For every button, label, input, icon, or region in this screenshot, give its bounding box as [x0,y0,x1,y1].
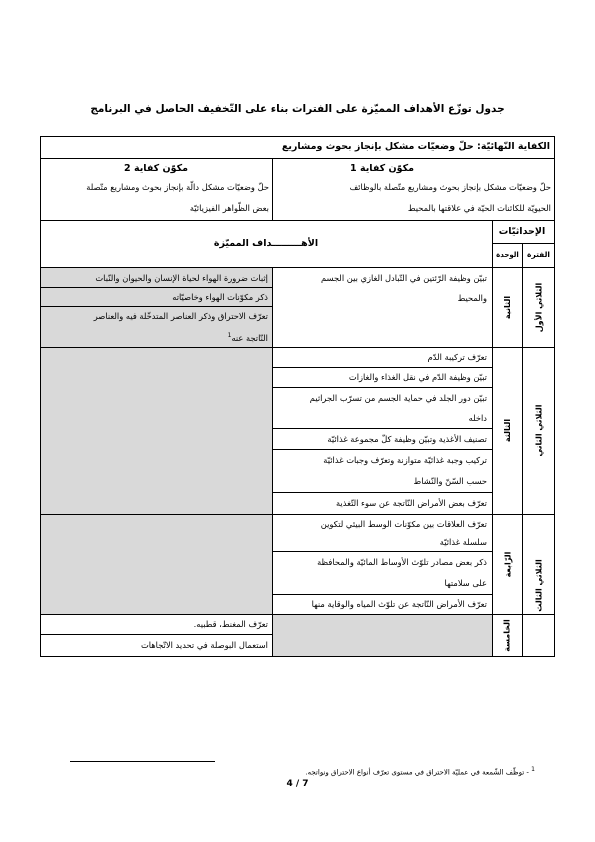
final-competence: الكفاية النّهائيّة: حلّ وضعيّات مشكل بإنجاز بحوث ومشاريع [281,141,550,152]
coordinates-header: الإحداثيّات [498,226,546,237]
unit5-label: الخامسة [503,619,512,652]
unit3-label: الثالثة [502,418,512,443]
component2-heading: مكوّن كفاية 2 [124,163,188,174]
term1-label: الثلاثي الأول [534,282,544,332]
unit2-objective-air-components: ذكر مكوّنات الهواء وخاصيّاته [172,292,268,302]
unit2-objective-air-necessity: إثبات ضرورة الهواء لحياة الإنسان والحيوان والنّبات [95,273,268,283]
page-title: جدول توزّع الأهداف المميّزة على الفترات بناء على التّخفيف الحاصل في البرنامج [90,103,505,115]
unit3-objective-3: تبيّن دور الجلد في حماية الجسم من تسرّب الجراثيم داخله [309,393,487,423]
unit2-objective-lungs: تبيّن وظيفة الرّئتين في التّبادل الغازي بين الجسم والمحيط [321,273,487,303]
component2-text: حلّ وضعيّات مشكل دالّة بإنجاز بحوث ومشاريع متّصلة بعض الظّواهر الفيزيائيّة [86,182,269,213]
period-header: الفترة [527,250,550,259]
unit5-objective-1: تعرّف المغنط، قطبيه. [193,619,268,629]
unit5-objective-2: استعمال البوصلة في تحديد الاتّجاهات [140,640,268,650]
unit4-objective-1: تعرّف العلاقات بين مكوّنات الوسط البيئي لتكوين سلسلة غذائيّة [320,519,487,547]
page-number: 4 / 7 [286,779,309,789]
unit4-objective-2: ذكر بعض مصادر تلوّث الأوساط المائيّة والمحافظة على سلامتها [317,557,487,588]
unit2-objective-combustion: تعرّف الاحتراق وذكر العناصر المتدخّلة فيه والعناصر النّاتجة عنه$^1$ [93,311,268,343]
footnote-ref: 1 [227,332,232,339]
unit3-objective-4: تصنيف الأغذية وتبيّن وظيفة كلّ مجموعة غذائيّة [327,434,487,444]
footnote-separator [70,761,215,762]
unit4-objective-3: تعرّف الأمراض النّاتجة عن تلوّث المياه والوقاية منها [311,599,487,609]
unit3-objective-6: تعرّف بعض الأمراض النّاتجة عن سوء التّغذية [335,498,487,508]
unit-header: الوحدة [496,251,519,259]
unit4-label: الرّابعة [503,551,512,577]
component1-text: حلّ وضعيّات مشكل بإنجاز بحوث ومشاريع متّصلة بالوظائف الحيويّة للكائنات الحيّة في علاقتها بالمحيط [349,182,551,213]
term3-label: الثلاثي الثالث [534,559,544,612]
unit3-objective-5: تركيب وجبة غذائيّة متوازنة وتعرّف وجبات غذائيّة حسب السّنّ والنّشاط [323,455,487,486]
unit2-label: الثانية [502,295,512,319]
component1-heading: مكوّن كفاية 1 [350,163,414,174]
unit3-objective-1: تعرّف تركيبة الدّم [427,352,487,362]
footnote: $^1$ - توظّف الشّمعة في عمليّة الاحتراق في مستوى تعرّف أنواع الاحتراق ونواتجه. [305,766,535,777]
objectives-header: الأهـــــــــداف المميّزة [213,238,319,249]
term2-label: الثلاثي الثاني [534,404,544,457]
unit3-objective-2: تبيّن وظيفة الدّم في نقل الغذاء والغازات [348,372,487,382]
